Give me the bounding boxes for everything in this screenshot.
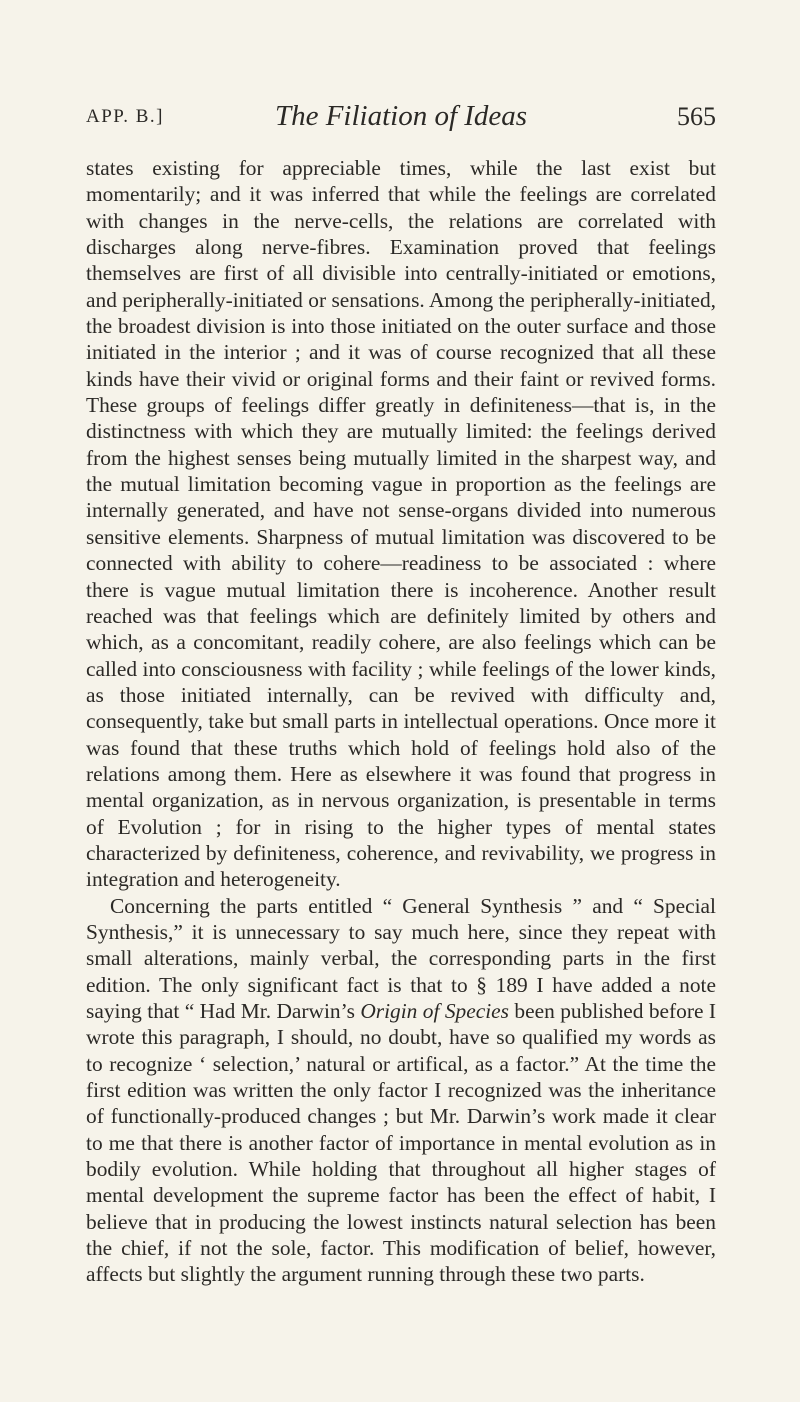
appendix-marker: APP. B.] xyxy=(86,106,164,127)
body-text xyxy=(86,155,716,1288)
paragraph-2 xyxy=(86,893,716,1288)
paragraph-2-text-a: Concerning the parts entitled “ General Synthesis ” and “ Special Synthesis,” it is unnecessary to say much here, since they repeat with small alterations, mainly verbal, the corresponding parts in the first edition. The only significant fact is that to § 189 I have added a note saying that “ Had Mr. Darwin’s xyxy=(86,893,716,1023)
paragraph-1: states existing for appreciable times, while the last exist but momentarily; and it was inferred that while the feelings are correlated with changes in the nerve-cells, the relations are correlated with discharges along nerve-fibres. Examination proved that feelings themselves are first of all divisible into centrally-initiated or emotions, and peripherally-initiated or sensations. Among the peripherally-initiated, the broadest division is into those initiated on the outer surface and those initiated in the interior ; and it was of course recognized that all these kinds have their vivid or original forms and their faint or revived forms. These groups of feelings differ greatly in definiteness—that is, in the distinctness with which they are mutually limited: the feelings derived from the highest senses being mutually limited in the sharpest way, and the mutual limitation becoming vague in proportion as the feelings are internally generated, and have not sense-organs divided into numerous sensitive elements. Sharpness of mutual limitation was discovered to be connected with ability to cohere—readiness to be associated : where there is vague mutual limitation there is incoherence. Another result reached was that feelings which are definitely limited by others and which, as a concomitant, readily cohere, are also feelings which can be called into consciousness with facility ; while feelings of the lower kinds, as those initiated internally, can be revived with difficulty and, consequently, take but small parts in intellectual operations. Once more it was found that these truths which hold of feelings hold also of the relations among them. Here as elsewhere it was found that progress in mental organization, as in nervous organization, is presentable in terms of Evolution ; for in rising to the higher types of mental states characterized by definiteness, coherence, and revivability, we progress in integration and heterogeneity. xyxy=(86,156,716,892)
paragraph-2-text-b: been published before I wrote this paragraph, I should, no doubt, have so qualified my words as to recognize ‘ selection,’ natural or artifical, as a factor.” At the time the first edition was written the only factor I recognized was the inheritance of functionally-produced changes ; but Mr. Darwin’s work made it clear to me that there is another factor of importance in mental evolution as in bodily evolution. While holding that throughout all higher stages of mental development the supreme factor has been the effect of habit, I believe that in producing the lowest instincts natural selection has been the chief, if not the sole, factor. This modification of belief, however, affects but slightly the argument running through these two parts. xyxy=(86,999,716,1287)
page-number: 565 xyxy=(677,102,716,131)
page-title: The Filiation of Ideas xyxy=(274,100,528,132)
running-head xyxy=(86,100,716,140)
book-title-italic: Origin of Species xyxy=(360,999,509,1023)
